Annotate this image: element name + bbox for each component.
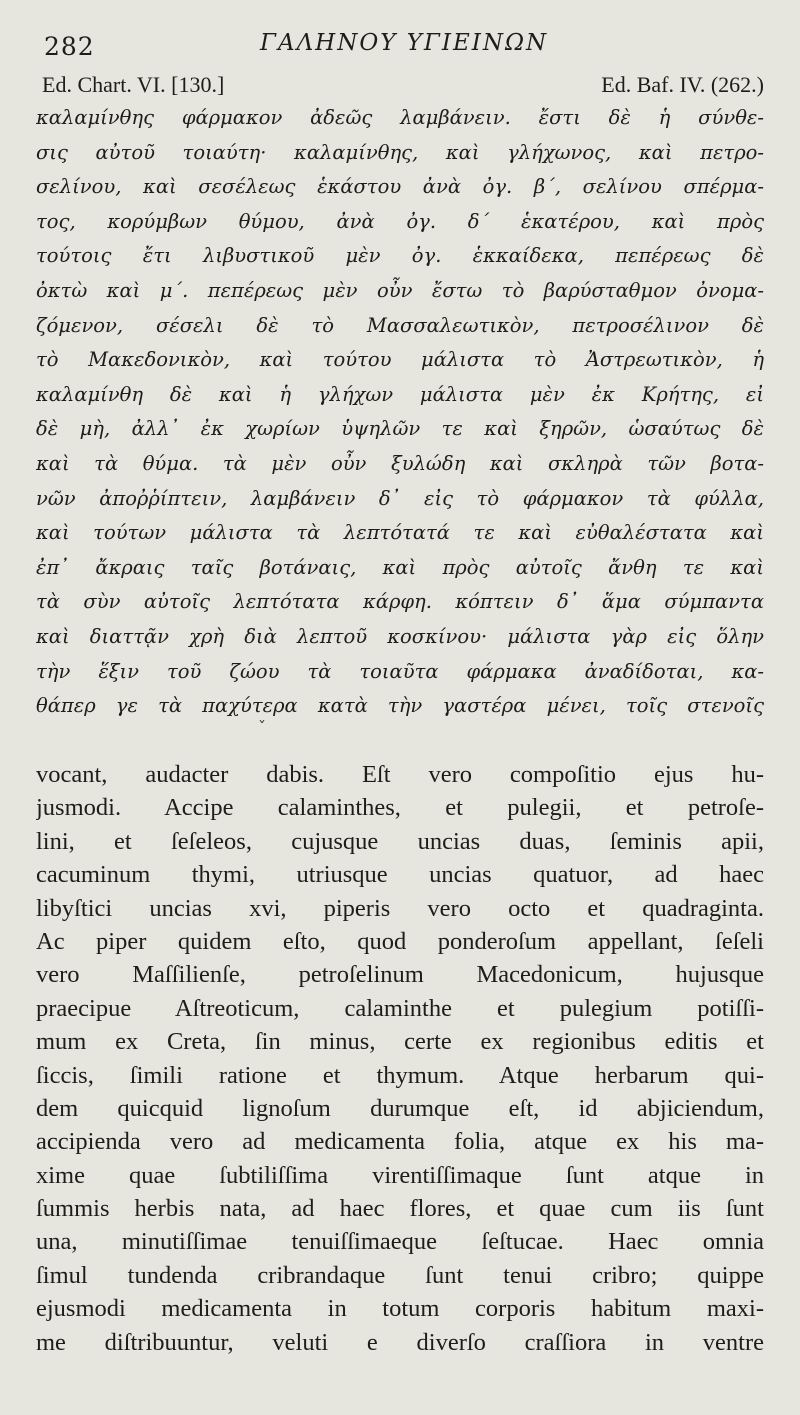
latin-line: praecipue Aſtreoticum, calaminthe et pulegium potiſſi-	[36, 994, 764, 1022]
margin-mark: ˇ	[258, 718, 266, 737]
latin-line: cacuminum thymi, utriusque uncias quatuor, ad haec	[36, 861, 764, 889]
latin-text-block	[36, 758, 764, 1359]
edition-reference-chart: Ed. Chart. VI. [130.]	[42, 72, 225, 97]
latin-line: accipienda vero ad medicamenta folia, atque ex his ma-	[36, 1128, 764, 1156]
greek-line: τὸ Μακεδονικὸν, καὶ τούτου μάλιστα τὸ Ἀστρεωτικὸν, ἡ	[36, 348, 764, 372]
greek-line: ἐπ᾽ ἄκραις ταῖς βοτάναις, καὶ πρὸς αὐτοῖς ἄνθη τε καὶ	[36, 555, 764, 579]
page-header	[40, 28, 760, 64]
greek-line: καὶ τούτων μάλιστα τὰ λεπτότατά τε καὶ εὐθαλέστατα καὶ	[36, 521, 764, 545]
greek-line: σελίνου, καὶ σεσέλεως ἑκάστου ἀνὰ ὀγ. β΄, σελίνου σπέρμα-	[36, 175, 764, 199]
latin-line: me diſtribuuntur, veluti e diverſo craſſiora in ventre	[36, 1328, 764, 1356]
latin-line: lini, et ſeſeleos, cujusque uncias duas, ſeminis apii,	[36, 827, 764, 855]
greek-line: ὀκτὼ καὶ μ΄. πεπέρεως μὲν οὖν ἔστω τὸ βαρύσταθμον ὀνομα-	[36, 278, 764, 302]
edition-reference-basel: Ed. Baf. IV. (262.)	[601, 72, 764, 97]
latin-line: una, minutiſſimae tenuiſſimaeque ſeſtucae. Haec omnia	[36, 1228, 764, 1256]
edition-references	[42, 72, 764, 100]
greek-line: καὶ διαττᾷν χρὴ διὰ λεπτοῦ κοσκίνου· μάλιστα γὰρ εἰς ὅλην	[36, 624, 764, 648]
running-title: ΓΑΛΗΝΟΥ ΥΓΙΕΙΝΩΝ	[260, 30, 549, 56]
greek-line: ζόμενον, σέσελι δὲ τὸ Μασσαλεωτικὸν, πετροσέλινον δὲ	[36, 313, 764, 337]
page-number: 282	[44, 32, 95, 61]
greek-line: τὴν ἕξιν τοῦ ζώου τὰ τοιαῦτα φάρμακα ἀναδίδοται, κα-	[36, 659, 764, 683]
greek-line: νῶν ἀποῤῥίπτειν, λαμβάνειν δ᾽ εἰς τὸ φάρμακον τὰ φύλλα,	[36, 486, 764, 510]
greek-text-block	[36, 101, 764, 724]
greek-line: καλαμίνθης φάρμακον ἀδεῶς λαμβάνειν. ἔστι δὲ ἡ σύνθε-	[36, 106, 764, 129]
latin-line: libyſtici uncias xvi, piperis vero octo et quadraginta.	[36, 894, 764, 922]
greek-line: σις αὐτοῦ τοιαύτη· καλαμίνθης, καὶ γλήχωνος, καὶ πετρο-	[36, 140, 764, 164]
latin-line: ſiccis, ſimili ratione et thymum. Atque herbarum qui-	[36, 1061, 764, 1089]
latin-line: ejusmodi medicamenta in totum corporis habitum maxi-	[36, 1295, 764, 1323]
latin-line: Ac piper quidem eſto, quod ponderoſum appellant, ſeſeli	[36, 927, 764, 955]
latin-line: vocant, audacter dabis. Eſt vero compoſitio ejus hu-	[36, 761, 764, 788]
latin-line: dem quicquid lignoſum durumque eſt, id abjiciendum,	[36, 1094, 764, 1122]
greek-line: καὶ τὰ θύμα. τὰ μὲν οὖν ξυλώδη καὶ σκληρὰ τῶν βοτα-	[36, 451, 764, 475]
latin-line: ſimul tundenda cribrandaque ſunt tenui cribro; quippe	[36, 1261, 764, 1289]
latin-line: mum ex Creta, ſin minus, certe ex regionibus editis et	[36, 1028, 764, 1056]
greek-line: θάπερ γε τὰ παχύτερα κατὰ τὴν γαστέρα μένει, τοῖς στενοῖς	[36, 694, 764, 718]
greek-line: τούτοις ἔτι λιβυστικοῦ μὲν ὀγ. ἑκκαίδεκα, πεπέρεως δὲ	[36, 244, 764, 268]
latin-line: vero Maſſilienſe, petroſelinum Macedonicum, hujusque	[36, 961, 764, 989]
greek-line: τὰ σὺν αὐτοῖς λεπτότατα κάρφη. κόπτειν δ᾽ ἅμα σύμπαντα	[36, 590, 764, 614]
latin-line: xime quae ſubtiliſſima virentiſſimaque ſunt atque in	[36, 1161, 764, 1189]
latin-line: ſummis herbis nata, ad haec flores, et quae cum iis ſunt	[36, 1195, 764, 1223]
greek-line: καλαμίνθη δὲ καὶ ἡ γλήχων μάλιστα μὲν ἐκ Κρήτης, εἰ	[36, 382, 764, 406]
greek-line: δὲ μὴ, ἀλλ᾽ ἐκ χωρίων ὑψηλῶν τε καὶ ξηρῶν, ὡσαύτως δὲ	[36, 417, 764, 441]
greek-line: τος, κορύμβων θύμου, ἀνὰ ὀγ. δ΄ ἑκατέρου, καὶ πρὸς	[36, 209, 764, 233]
latin-line: jusmodi. Accipe calaminthes, et pulegii, et petroſe-	[36, 794, 764, 822]
